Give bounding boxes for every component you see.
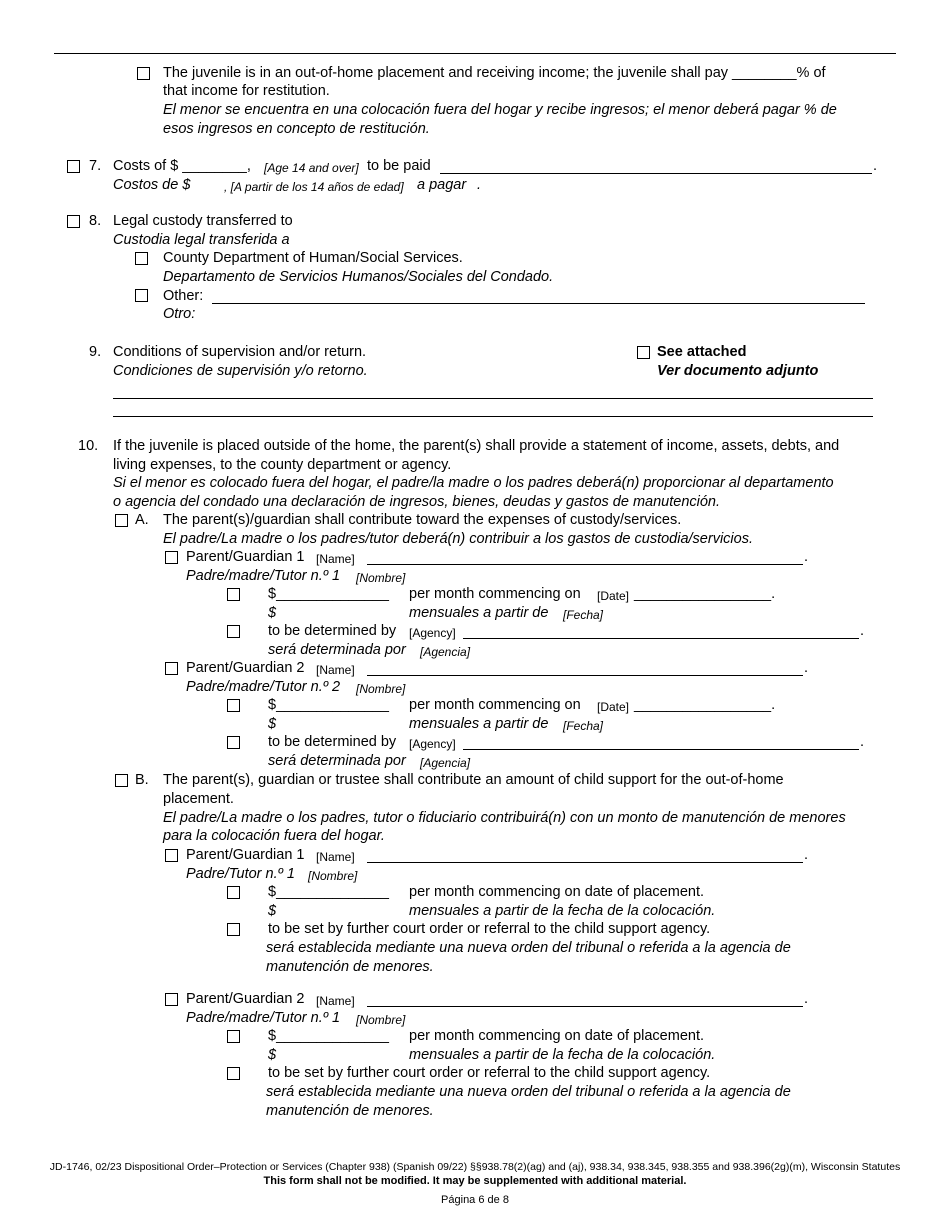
item10-text-2: living expenses, to the county department or agency. <box>113 457 452 473</box>
b-pg1-amount-checkbox[interactable] <box>227 886 240 899</box>
a-pg2-tbd-es: será determinada por <box>268 753 406 769</box>
b-pg2-amount-checkbox[interactable] <box>227 1030 240 1043</box>
a-pg2-agencia: [Agencia] <box>420 756 471 770</box>
conditions-line-2[interactable] <box>113 416 873 417</box>
item9-number: 9. <box>89 344 102 360</box>
conditions-line-1[interactable] <box>113 398 873 399</box>
item10a-text: The parent(s)/guardian shall contribute toward the expenses of custody/services. <box>163 512 682 528</box>
page-number: Página 6 de 8 <box>441 1194 509 1206</box>
a-pg2-amount: $______________ <box>268 697 389 713</box>
other-line[interactable] <box>212 303 865 304</box>
a-pg1-agency-hint: [Agency] <box>409 626 456 640</box>
b-pg1-mensuales: mensuales a partir de la fecha de la colocación. <box>409 903 716 919</box>
b-pg2-checkbox[interactable] <box>165 993 178 1006</box>
a-pg1-amount-es: $ <box>268 605 277 621</box>
restitution-text-es-2: esos ingresos en concepto de restitución. <box>163 121 430 137</box>
a-pg2-checkbox[interactable] <box>165 662 178 675</box>
item8-number: 8. <box>89 213 102 229</box>
a-pg2-name-line[interactable] <box>367 675 803 676</box>
b-pg1-checkbox[interactable] <box>165 849 178 862</box>
item7-paid-line[interactable] <box>440 173 872 174</box>
a-pg1-name-hint-es: [Nombre] <box>356 571 406 585</box>
item9-title: Conditions of supervision and/or return. <box>113 344 367 360</box>
b-pg2-amount: $______________ <box>268 1028 389 1044</box>
item10-number: 10. <box>78 438 99 454</box>
item7-to-be-paid: to be paid <box>367 158 431 174</box>
a-pg2-fecha: [Fecha] <box>563 719 604 733</box>
a-pg1-tbd-es: será determinada por <box>268 642 406 658</box>
a-pg1-amount: $______________ <box>268 586 389 602</box>
b-pg1-amount: $______________ <box>268 884 389 900</box>
item8-title: Legal custody transferred to <box>113 213 293 229</box>
a-pg1-tbd-checkbox[interactable] <box>227 625 240 638</box>
b-pg2-court-es-2: manutención de menores. <box>266 1103 434 1119</box>
b-pg2-name-hint-es: [Nombre] <box>356 1013 406 1027</box>
item7-age-es: , [A partir de los 14 años de edad] <box>224 180 404 194</box>
a-pg1-mensuales: mensuales a partir de <box>409 605 549 621</box>
county-dept-label-es: Departamento de Servicios Humanos/Sociales del Condado. <box>163 269 554 285</box>
b-pg2-label-es: Padre/madre/Tutor n.º 1 <box>186 1010 341 1026</box>
a-pg1-dot: . <box>804 549 809 565</box>
item10b-text-2: placement. <box>163 791 234 807</box>
b-pg2-court-es: será establecida mediante una nueva orden del tribunal o referida a la agencia de <box>266 1084 791 1100</box>
a-pg2-name-hint-es: [Nombre] <box>356 682 406 696</box>
restitution-text-es: El menor se encuentra en una colocación fuera del hogar y recibe ingresos; el menor deberá pagar % de <box>163 102 837 118</box>
a-pg2-agency-hint: [Agency] <box>409 737 456 751</box>
item8-title-es: Custodia legal transferida a <box>113 232 290 248</box>
a-pg2-agency-dot: . <box>860 734 865 750</box>
item10b-letter: B. <box>135 772 149 788</box>
item7-costs: Costs of $ ________, <box>113 158 251 174</box>
b-pg2-court: to be set by further court order or referral to the child support agency. <box>268 1065 711 1081</box>
a-pg1-date-hint: [Date] <box>597 589 630 603</box>
a-pg2-tbd: to be determined by <box>268 734 397 750</box>
item7-to-pay-es: a pagar <box>417 177 467 193</box>
a-pg2-name-hint: [Name] <box>316 663 355 677</box>
item10b-text-es: El padre/La madre o los padres, tutor o fiduciario contribuirá(n) con un monto de manutención de menores <box>163 810 846 826</box>
a-pg1-label-es: Padre/madre/Tutor n.º 1 <box>186 568 341 584</box>
a-pg1-checkbox[interactable] <box>165 551 178 564</box>
b-pg2-name-hint: [Name] <box>316 994 355 1008</box>
a-pg2-per-month: per month commencing on <box>409 697 581 713</box>
restitution-checkbox[interactable] <box>137 67 150 80</box>
a-pg1-amount-checkbox[interactable] <box>227 588 240 601</box>
item10-text-es-2: o agencia del condado una declaración de ingresos, bienes, deudas y gastos de manutención. <box>113 494 721 510</box>
a-pg2-date-hint: [Date] <box>597 700 630 714</box>
a-pg1-agencia: [Agencia] <box>420 645 471 659</box>
b-pg2-dot: . <box>804 991 809 1007</box>
item9-title-es: Condiciones de supervisión y/o retorno. <box>113 363 368 379</box>
b-pg1-amount-es: $ <box>268 903 277 919</box>
item7-checkbox[interactable] <box>67 160 80 173</box>
b-pg2-per-month: per month commencing on date of placement. <box>409 1028 704 1044</box>
item10b-checkbox[interactable] <box>115 774 128 787</box>
b-pg1-label-es: Padre/Tutor n.º 1 <box>186 866 295 882</box>
a-pg2-agency-line[interactable] <box>463 749 859 750</box>
item10-text: If the juvenile is placed outside of the home, the parent(s) shall provide a statement of income, assets, debts, and <box>113 438 840 454</box>
a-pg1-tbd: to be determined by <box>268 623 397 639</box>
a-pg2-mensuales: mensuales a partir de <box>409 716 549 732</box>
b-pg1-court-checkbox[interactable] <box>227 923 240 936</box>
b-pg1-court-es-2: manutención de menores. <box>266 959 434 975</box>
item7-costs-es: Costos de $ <box>113 177 191 193</box>
other-checkbox[interactable] <box>135 289 148 302</box>
restitution-text: The juvenile is in an out-of-home placement and receiving income; the juvenile shall pay ________% of <box>163 65 826 81</box>
b-pg1-label: Parent/Guardian 1 <box>186 847 305 863</box>
item10b-text-es-2: para la colocación fuera del hogar. <box>163 828 385 844</box>
a-pg1-name-hint: [Name] <box>316 552 355 566</box>
item8-checkbox[interactable] <box>67 215 80 228</box>
b-pg2-amount-es: $ <box>268 1047 277 1063</box>
b-pg2-mensuales: mensuales a partir de la fecha de la colocación. <box>409 1047 716 1063</box>
county-dept-label: County Department of Human/Social Services. <box>163 250 463 266</box>
a-pg1-agency-dot: . <box>860 623 865 639</box>
item10-text-es: Si el menor es colocado fuera del hogar, el padre/la madre o los padres deberá(n) proporcionar al departamento <box>113 475 834 491</box>
item7-end: . <box>873 158 878 174</box>
a-pg1-date-blank: _________________. <box>634 586 776 602</box>
a-pg2-tbd-checkbox[interactable] <box>227 736 240 749</box>
a-pg1-name-line[interactable] <box>367 564 803 565</box>
item10a-letter: A. <box>135 512 149 528</box>
b-pg1-name-hint-es: [Nombre] <box>308 869 358 883</box>
see-attached-label-es: Ver documento adjunto <box>657 363 819 379</box>
a-pg2-label: Parent/Guardian 2 <box>186 660 305 676</box>
top-rule <box>54 53 896 54</box>
item7-end-es: . <box>477 177 482 193</box>
item7-age: [Age 14 and over] <box>264 161 359 175</box>
footer-citation: JD-1746, 02/23 Dispositional Order–Protection or Services (Chapter 938) (Spanish 09/22) §§938.78(2)(ag) and (aj), 938.34, 938.345, 938.355 and 938.396(2g)(m), Wisconsin Statutes <box>49 1161 901 1173</box>
item10b-text: The parent(s), guardian or trustee shall contribute an amount of child support for the out-of-home <box>163 772 784 788</box>
see-attached-label: See attached <box>657 344 747 360</box>
a-pg2-label-es: Padre/madre/Tutor n.º 2 <box>186 679 341 695</box>
a-pg1-label: Parent/Guardian 1 <box>186 549 305 565</box>
footer-notice: This form shall not be modified. It may be supplemented with additional material. <box>263 1175 687 1187</box>
b-pg1-name-line[interactable] <box>367 862 803 863</box>
b-pg2-label: Parent/Guardian 2 <box>186 991 305 1007</box>
a-pg2-date-blank: _________________. <box>634 697 776 713</box>
a-pg2-dot: . <box>804 660 809 676</box>
b-pg1-court: to be set by further court order or referral to the child support agency. <box>268 921 711 937</box>
a-pg2-amount-checkbox[interactable] <box>227 699 240 712</box>
item7-number: 7. <box>89 158 102 174</box>
other-label-es: Otro: <box>163 306 196 322</box>
a-pg1-per-month: per month commencing on <box>409 586 581 602</box>
a-pg1-fecha: [Fecha] <box>563 608 604 622</box>
b-pg1-court-es: será establecida mediante una nueva orden del tribunal o referida a la agencia de <box>266 940 791 956</box>
b-pg2-name-line[interactable] <box>367 1006 803 1007</box>
b-pg1-name-hint: [Name] <box>316 850 355 864</box>
item10a-text-es: El padre/La madre o los padres/tutor deberá(n) contribuir a los gastos de custodia/servicios. <box>163 531 753 547</box>
b-pg1-per-month: per month commencing on date of placement. <box>409 884 704 900</box>
a-pg1-agency-line[interactable] <box>463 638 859 639</box>
other-label: Other: <box>163 288 204 304</box>
restitution-text-2: that income for restitution. <box>163 83 330 99</box>
item10a-checkbox[interactable] <box>115 514 128 527</box>
a-pg2-amount-es: $ <box>268 716 277 732</box>
b-pg2-court-checkbox[interactable] <box>227 1067 240 1080</box>
county-dept-checkbox[interactable] <box>135 252 148 265</box>
see-attached-checkbox[interactable] <box>637 346 650 359</box>
b-pg1-dot: . <box>804 847 809 863</box>
